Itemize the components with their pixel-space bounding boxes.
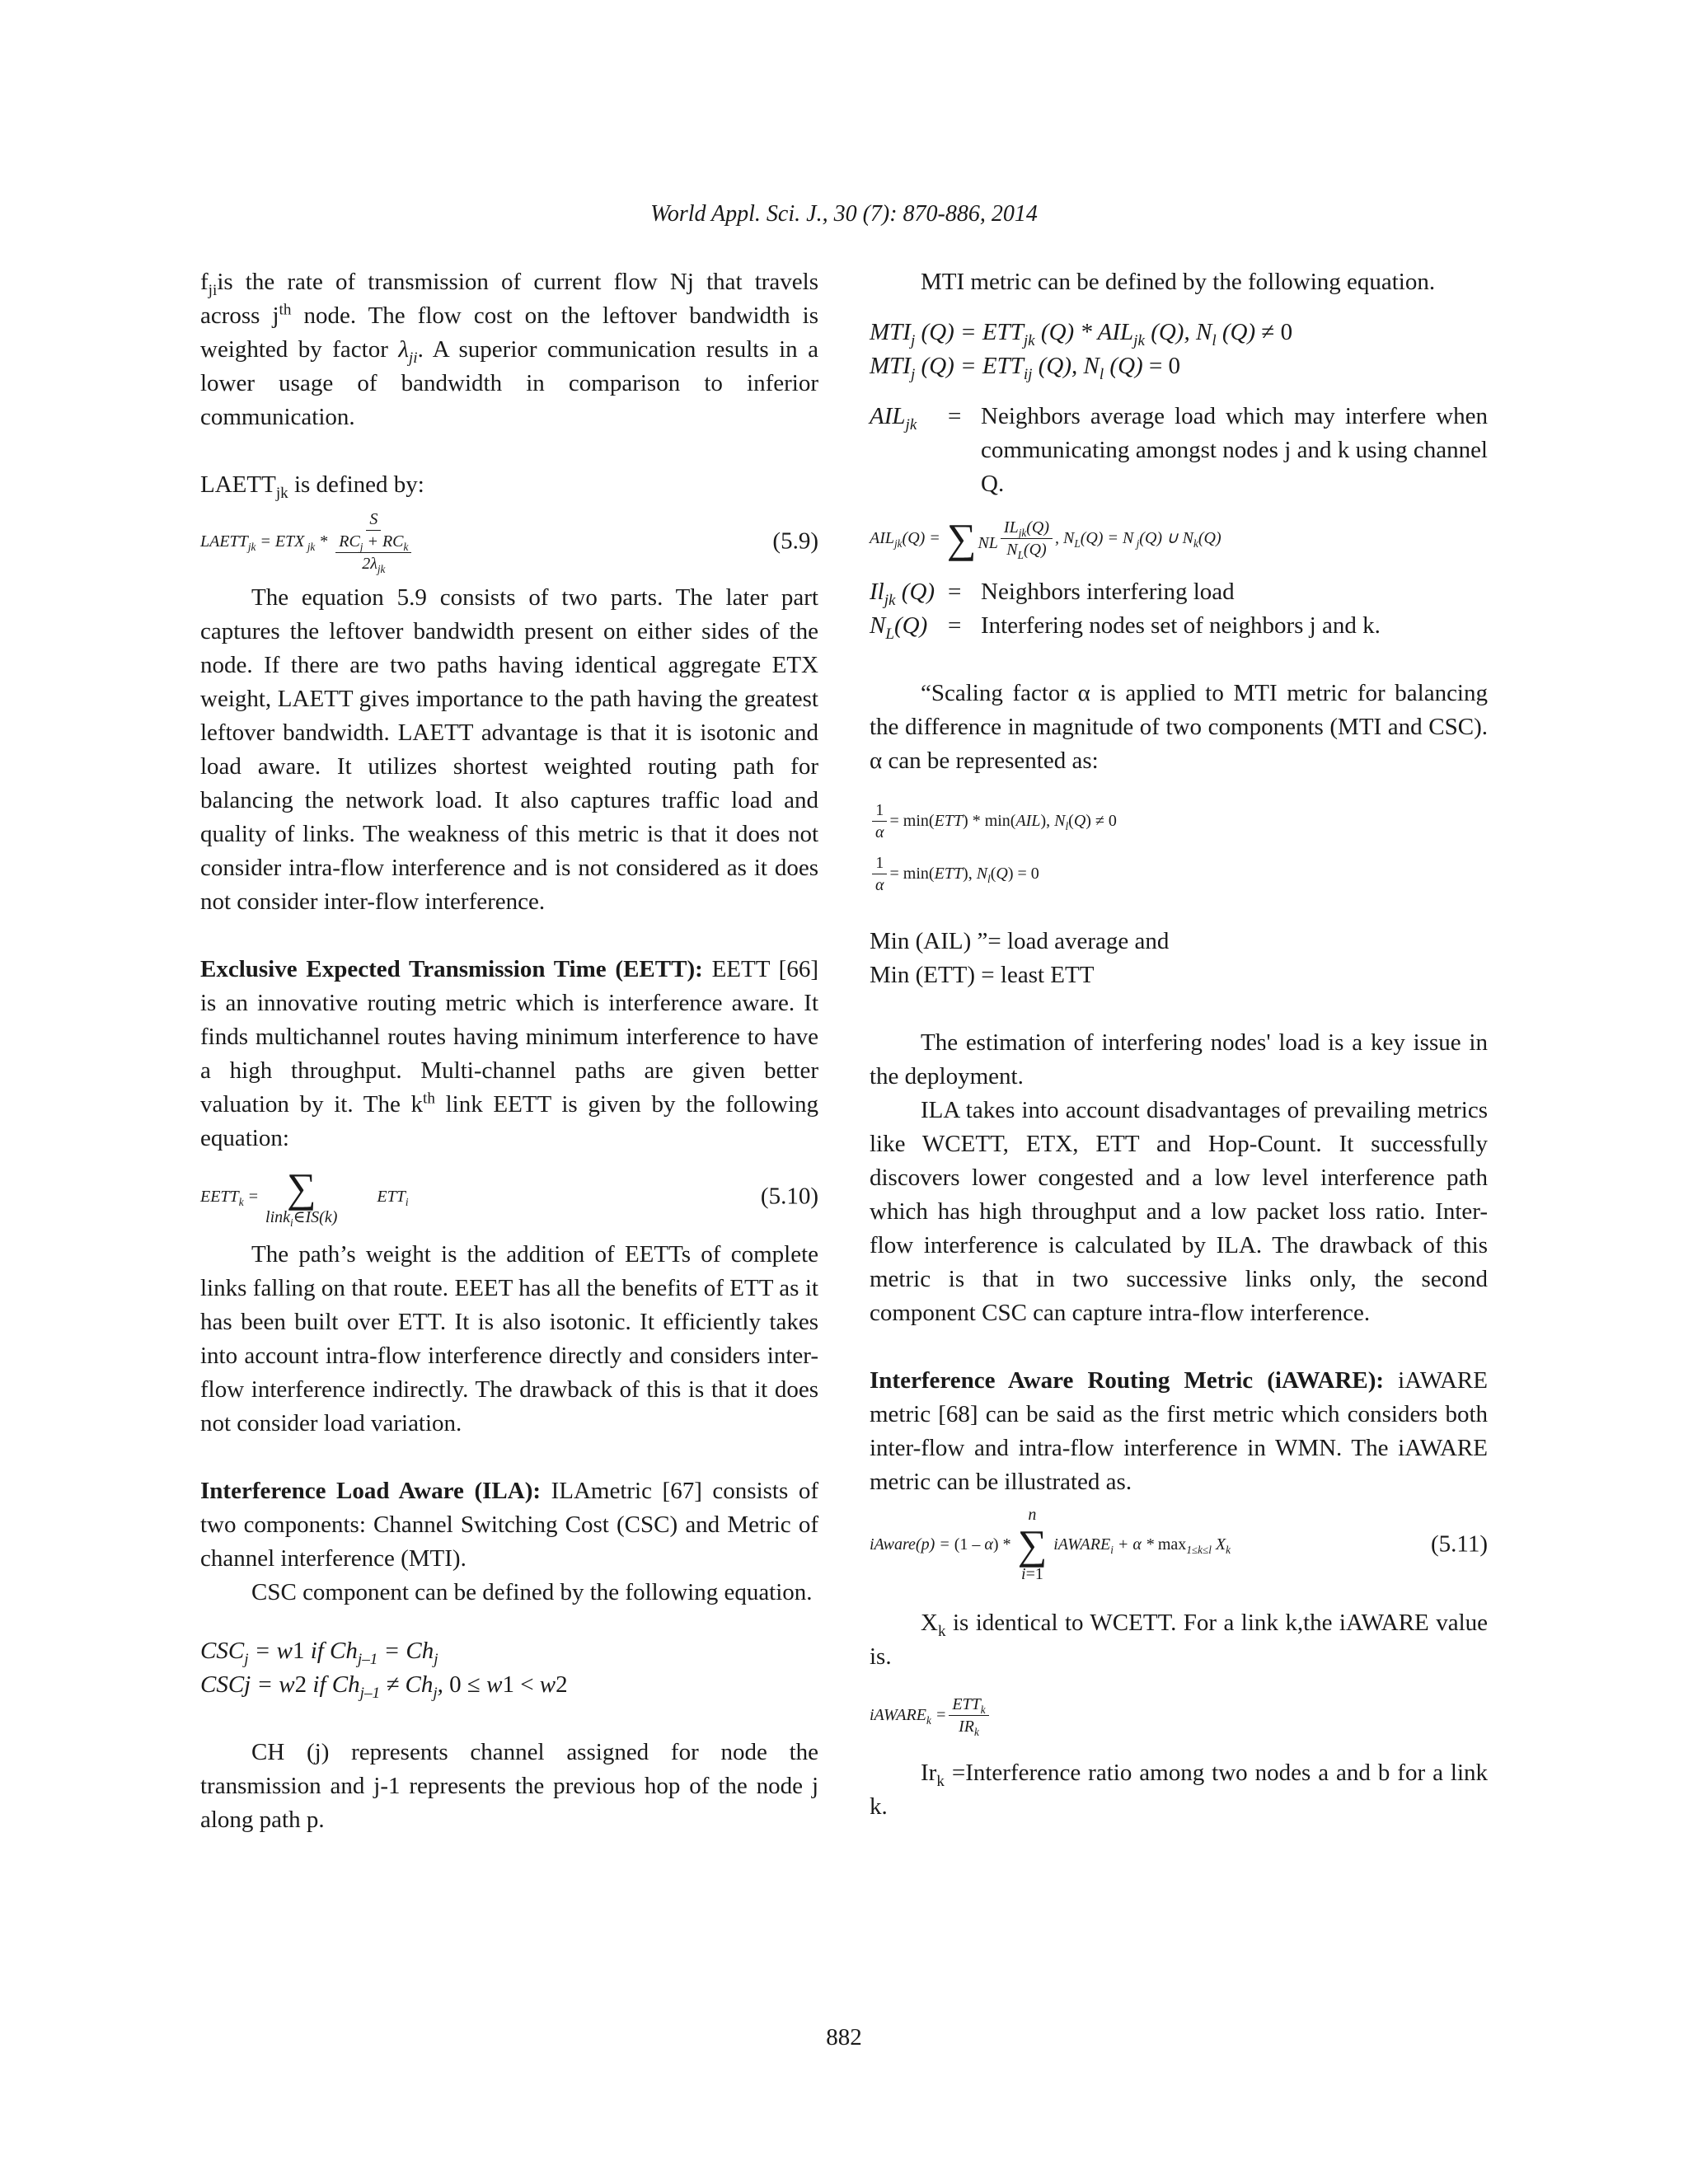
equation-csc-2: CSCj = w2 if $Ch_{j-1} \ne Ch_j$, 0 ≤ w1 < w2 bbox=[200, 1671, 568, 1702]
equation-number: (5.10) bbox=[760, 1183, 818, 1210]
equation-iaware-k: iAWARE$_k$ = $\frac{ETT_k}{IR_k}$ bbox=[870, 1674, 1488, 1756]
paragraph-csc: CSC component can be defined by the following equation. bbox=[251, 1579, 813, 1605]
paragraph-ila-analysis: ILA takes into account disadvantages of prevailing metrics like WCETT, ETX, ETT and Hop-Count. It successfully discovers lower congested and a low level interference path which has high throughput and a low packet loss ratio. Inter-flow interference is calculated by ILA. The drawback of this metric is that in two successive links only, the second component CSC can capture intra-flow interference. bbox=[870, 1097, 1488, 1326]
equation-ail: $AIL_{jk}(Q)$ = ∑ NL $\frac{IL_{jk}(Q)}{N_L(Q)}$ , $N_L(Q) = N$ $_j$(Q) ∪ $N_k(Q)$ bbox=[870, 515, 1221, 561]
equation-5-11: iAware(p) = (1 – α) * n ∑ i=1 iAWARE$_i$ + α * $\max_{1\le k\le l} X_k$ (5.11) bbox=[870, 1506, 1488, 1583]
paragraph-irk: $Ir_k$ =Interference ratio among two nodes a and b for a link k. bbox=[870, 1760, 1488, 1820]
page-number: 882 bbox=[826, 2024, 862, 2050]
min-ail-line: Min (AIL) ”= load average and bbox=[870, 928, 1170, 954]
section-heading-iaware: Interference Aware Routing Metric (iAWARE): bbox=[870, 1367, 1385, 1394]
paragraph-laett-analysis: The equation 5.9 consists of two parts. The later part captures the leftover bandwidth present on either sides of the node. If there are two paths having identical aggregate ETX weight, LAETT gives importance to the path having the greatest leftover bandwidth. LAETT advantage is that it is isotonic and load aware. It utilizes shortest weighted routing path for balancing the network load. It also captures traffic load and quality of links. The weakness of this metric is that it does not consider intra-flow interference and is not considered as it does not consider inter-flow interference. bbox=[200, 584, 818, 915]
section-heading-ila: Interference Load Aware (ILA): bbox=[200, 1478, 542, 1504]
equation-mti-2: $MTI_j$ $(Q) = ETT_{ij}$ (Q), $N_l$ (Q) = 0 bbox=[870, 353, 1181, 383]
paragraph-xk: $X_k$ is identical to WCETT. For a link k,the iAWARE value is. bbox=[870, 1610, 1488, 1670]
paragraph-mti-intro: MTI metric can be defined by the following equation. bbox=[921, 269, 1436, 295]
min-ett-line: Min (ETT) = least ETT bbox=[870, 962, 1095, 988]
paragraph-iaware: Interference Aware Routing Metric (iAWARE): iAWARE metric [68] can be said as the first metric which considers both inter-flow and intra-flow interference in WMN. The iAWARE metric can be illustrated as. bbox=[870, 1367, 1488, 1495]
section-heading-eett: Exclusive Expected Transmission Time (EETT): bbox=[200, 956, 703, 982]
paragraph-channel: CH (j) represents channel assigned for node the transmission and j-1 represents the previous hop of the node j along path p. bbox=[200, 1739, 818, 1833]
definition-nl: $N_L(Q)$ = Interfering nodes set of neighbors j and k. bbox=[870, 612, 1381, 643]
paragraph-ila: Interference Load Aware (ILA): ILAmetric [67] consists of two components: Channel Switching Cost (CSC) and Metric of channel interference (MTI). bbox=[200, 1478, 818, 1572]
paragraph-estimation: The estimation of interfering nodes' load is a key issue in the deployment. bbox=[870, 1029, 1488, 1090]
equation-5-10: $EETT_k$ = ∑ link$_i$∈IS(k) $ETT_i$ (5.10) bbox=[200, 1165, 818, 1229]
right-column bbox=[870, 265, 1488, 1824]
equation-number: (5.11) bbox=[1431, 1530, 1488, 1558]
equation-number: (5.9) bbox=[772, 527, 818, 555]
paragraph-flow-cost: $f_{ji}is$ the rate of transmission of current flow Nj that travels across $j^{th}$ node. The flow cost on the leftover bandwidth is weighted by factor $\lambda_{ji}$. A superior communication results in a lower usage of bandwidth in comparison to inferior communication. bbox=[200, 269, 818, 430]
paragraph-scaling: “Scaling factor α is applied to MTI metric for balancing the difference in magnitude of two components (MTI and CSC). α can be represented as: bbox=[870, 680, 1488, 774]
equation-mti-1: $MTI_j$ $(Q) = ETT_{jk}$ $(Q) * AIL_{jk}$ (Q), $N_l$ (Q) ≠ 0 bbox=[870, 319, 1293, 349]
definition-il: $Il_{jk}$ (Q) = Neighbors interfering load bbox=[870, 579, 1235, 609]
equation-5-9: $LAETT_{jk}$ = ETX $_{jk}$ * $\frac{S}{\frac{RC_j + RC_k}{2\lambda_{jk}}}$ (5.9) bbox=[200, 510, 818, 575]
paragraph-eett: Exclusive Expected Transmission Time (EETT): EETT [66] is an innovative routing metric which is interference aware. It finds multichannel routes having minimum interference to have a high throughput. Multi-channel paths are given better valuation by it. The $k^{th}$ link EETT is given by the following equation: bbox=[200, 956, 818, 1151]
equation-alpha-2: $\frac{1}{\alpha}$ = min(ETT), $N_l(Q) = 0$ bbox=[870, 847, 1488, 900]
definition-ail: $AIL_{jk}$ = Neighbors average load which may interfere when communicating amongst nodes j and k using channel Q. bbox=[870, 403, 1488, 497]
left-column bbox=[200, 265, 818, 1837]
equation-alpha-1: $\frac{1}{\alpha}$ = min(ETT) * min(AIL), $N_l(Q) \ne 0$ bbox=[870, 794, 1488, 847]
running-header: World Appl. Sci. J., 30 (7): 870-886, 2014 bbox=[650, 201, 1038, 227]
equation-csc-1: $CSC_j = w1$ if $Ch_{j-1} = Ch_j$ bbox=[200, 1638, 438, 1668]
paragraph-eett-analysis: The path’s weight is the addition of EETTs of complete links falling on that route. EEET has all the benefits of ETT as it has been built over ETT. It is also isotonic. It efficiently takes into account intra-flow interference directly and considers inter-flow interference indirectly. The drawback of this is that it does not consider load variation. bbox=[200, 1241, 818, 1436]
laett-definition-label: $LAETT_{jk}$ is defined by: bbox=[200, 471, 424, 502]
